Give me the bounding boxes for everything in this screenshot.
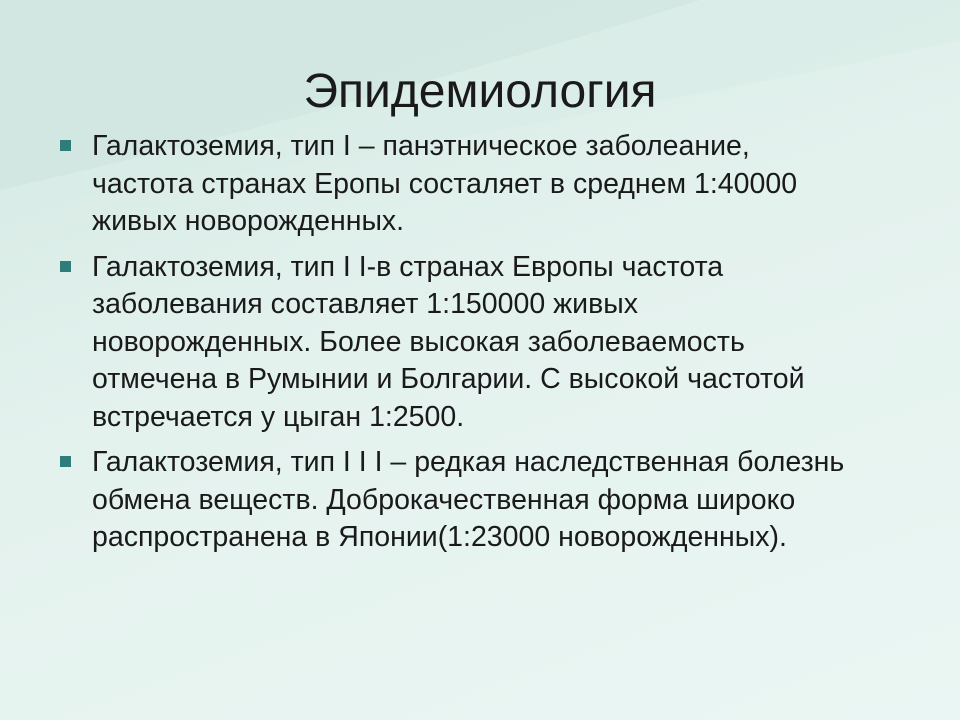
bullet-line: заболевания составляет 1:150000 живых xyxy=(92,288,638,320)
bullet-line: частота странах Еропы состаляет в среднем 1:40000 xyxy=(92,167,798,200)
slide-title: Эпидемиология xyxy=(303,65,657,119)
bullet-item xyxy=(60,444,940,557)
bullet-item xyxy=(60,128,940,241)
bullet-line: новорожденных. Более высокая заболеваемость xyxy=(92,325,745,358)
bullet-line: Галактоземия, тип I I I – редкая наследственная болезнь xyxy=(92,446,845,478)
bullet-line: встречается у цыган 1:2500. xyxy=(92,400,465,433)
bullet-line: обмена веществ. Доброкачественная форма широко xyxy=(92,483,796,516)
square-bullet-icon xyxy=(60,140,71,151)
bullet-line: живых новорожденных. xyxy=(92,205,405,237)
square-bullet-icon xyxy=(60,261,71,272)
square-bullet-icon xyxy=(60,456,71,467)
bullet-line: распространена в Японии(1:23000 новорожденных). xyxy=(92,521,787,553)
bullet-list xyxy=(60,128,940,565)
bullet-line: Галактоземия, тип I I-в странах Европы частота xyxy=(92,250,724,283)
bullet-line: отмечена в Румынии и Болгарии. С высокой частотой xyxy=(92,363,805,395)
bullet-item xyxy=(60,249,940,437)
bullet-line: Галактоземия, тип I – панэтническое заболеание, xyxy=(92,130,750,162)
